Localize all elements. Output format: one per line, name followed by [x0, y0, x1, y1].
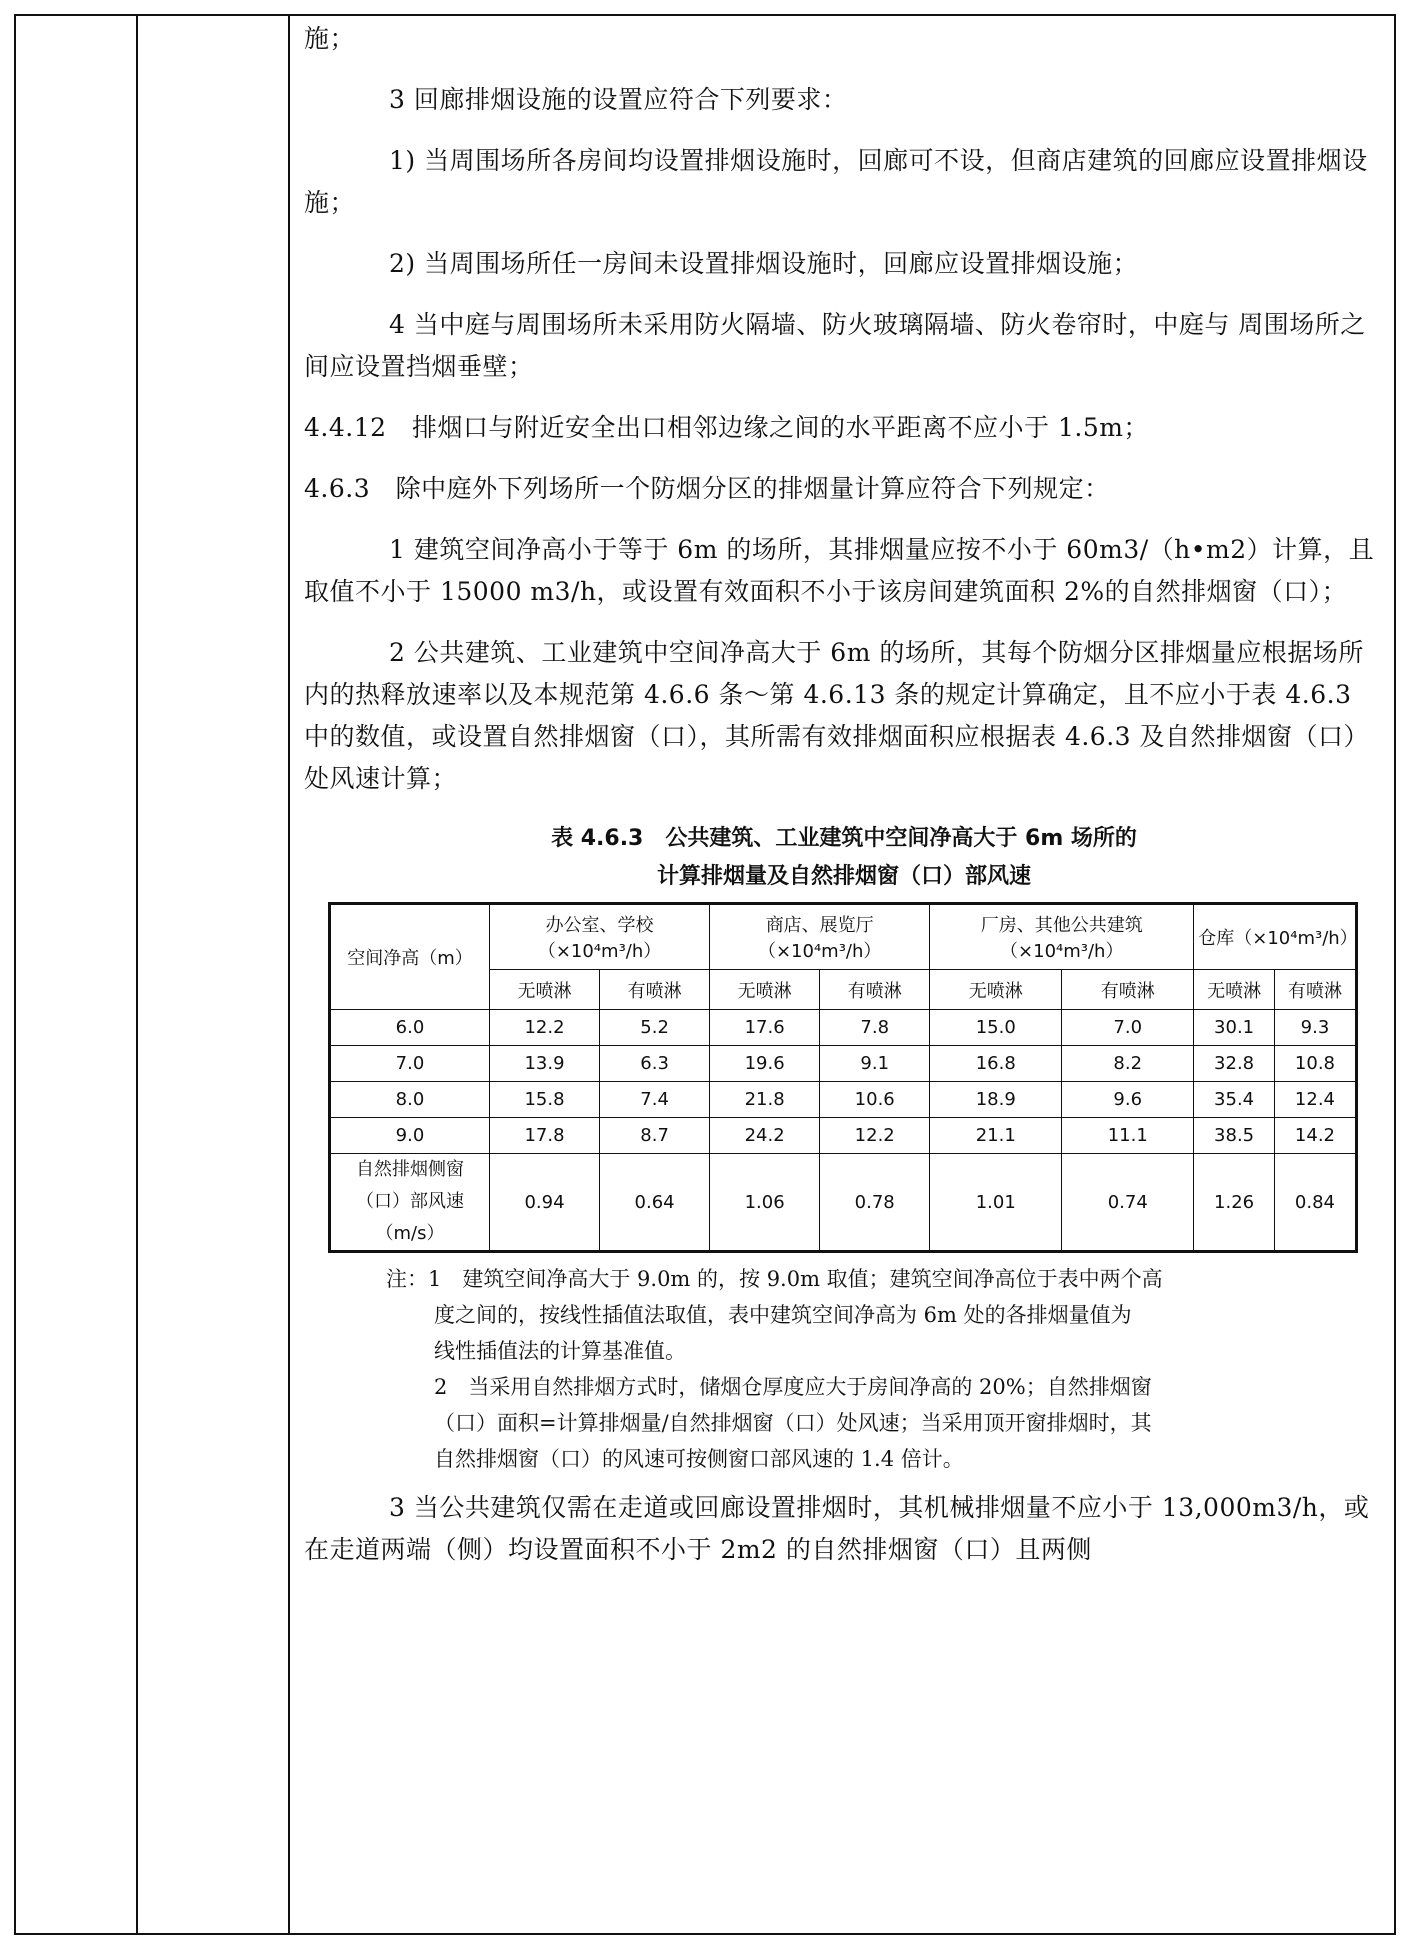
table-cell: 0.94	[490, 1154, 600, 1252]
table-row	[330, 1046, 1357, 1082]
row-label: 6.0	[330, 1010, 490, 1046]
table-cell: 35.4	[1194, 1082, 1275, 1118]
table-cell: 21.1	[930, 1118, 1062, 1154]
table-caption-line1: 表 4.6.3 公共建筑、工业建筑中空间净高大于 6m 场所的	[551, 826, 1137, 851]
note-1-line-3: 线性插值法的计算基准值。	[434, 1339, 686, 1363]
final-paragraph: 3 当公共建筑仅需在走道或回廊设置排烟时，其机械排烟量不应小于 13,000m3/h，或在走道两端（侧）均设置面积不小于 2m2 的自然排烟窗（口）且两侧	[304, 1493, 1370, 1564]
table-cell: 5.2	[600, 1010, 710, 1046]
table-cell: 9.6	[1062, 1082, 1194, 1118]
table-row	[330, 1082, 1357, 1118]
table-cell: 15.8	[490, 1082, 600, 1118]
sub-header: 无喷淋	[930, 970, 1062, 1010]
table-row	[330, 1118, 1357, 1154]
table-cell: 7.4	[600, 1082, 710, 1118]
table-cell: 19.6	[710, 1046, 820, 1082]
document-body	[304, 18, 1384, 1571]
smoke-exhaust-table	[328, 902, 1358, 1253]
sub-header: 无喷淋	[710, 970, 820, 1010]
table-cell: 11.1	[1062, 1118, 1194, 1154]
table-row	[330, 1010, 1357, 1046]
table-cell: 7.0	[1062, 1010, 1194, 1046]
table-row	[330, 1154, 1357, 1252]
table-cell: 17.6	[710, 1010, 820, 1046]
table-cell: 0.74	[1062, 1154, 1194, 1252]
note-1-line-1: 注：1 建筑空间净高大于 9.0m 的，按 9.0m 取值；建筑空间净高位于表中两个高	[386, 1267, 1163, 1291]
table-cell: 0.84	[1274, 1154, 1356, 1252]
table-cell: 0.64	[600, 1154, 710, 1252]
table-notes	[304, 1261, 1384, 1477]
sub-header: 有喷淋	[1062, 970, 1194, 1010]
note-2-line-3: 自然排烟窗（口）的风速可按侧窗口部风速的 1.4 倍计。	[434, 1447, 964, 1471]
table-caption-line2: 计算排烟量及自然排烟窗（口）部风速	[656, 864, 1031, 889]
table-cell: 21.8	[710, 1082, 820, 1118]
paragraph: 4 当中庭与周围场所未采用防火隔墙、防火玻璃隔墙、防火卷帘时，中庭与 周围场所之间应设置挡烟垂壁；	[304, 310, 1366, 381]
table-cell: 12.4	[1274, 1082, 1356, 1118]
table-cell: 0.78	[820, 1154, 930, 1252]
table-cell: 13.9	[490, 1046, 600, 1082]
table-cell: 38.5	[1194, 1118, 1275, 1154]
sub-header: 有喷淋	[600, 970, 710, 1010]
paragraph: 4.6.3 除中庭外下列场所一个防烟分区的排烟量计算应符合下列规定：	[304, 474, 1110, 503]
table-cell: 9.3	[1274, 1010, 1356, 1046]
table-cell: 18.9	[930, 1082, 1062, 1118]
paragraph: 4.4.12 排烟口与附近安全出口相邻边缘之间的水平距离不应小于 1.5m；	[304, 413, 1149, 442]
table-cell: 24.2	[710, 1118, 820, 1154]
sub-header: 无喷淋	[1194, 970, 1275, 1010]
row-header: 空间净高（m）	[330, 904, 490, 1010]
column-divider-2	[288, 14, 290, 1935]
col-group-header: 仓库（×10⁴m³/h）	[1194, 904, 1357, 970]
table-section	[304, 820, 1384, 1253]
note-1-line-2: 度之间的，按线性插值法取值，表中建筑空间净高为 6m 处的各排烟量值为	[434, 1303, 1132, 1327]
col-group-header: 厂房、其他公共建筑（×10⁴m³/h）	[930, 904, 1194, 970]
col-group-header: 办公室、学校（×10⁴m³/h）	[490, 904, 710, 970]
paragraph: 3 回廊排烟设施的设置应符合下列要求：	[389, 85, 848, 114]
row-label: 自然排烟侧窗（口）部风速（m/s）	[330, 1154, 490, 1252]
paragraphs	[304, 18, 1384, 800]
row-label: 7.0	[330, 1046, 490, 1082]
sub-header: 有喷淋	[1274, 970, 1356, 1010]
note-2-line-1: 2 当采用自然排烟方式时，储烟仓厚度应大于房间净高的 20%；自然排烟窗	[434, 1375, 1152, 1399]
col-group-header: 商店、展览厅（×10⁴m³/h）	[710, 904, 930, 970]
paragraph: 1) 当周围场所各房间均设置排烟设施时，回廊可不设，但商店建筑的回廊应设置排烟设施；	[304, 146, 1368, 217]
table-cell: 1.01	[930, 1154, 1062, 1252]
table-cell: 30.1	[1194, 1010, 1275, 1046]
table-cell: 12.2	[490, 1010, 600, 1046]
row-label: 9.0	[330, 1118, 490, 1154]
paragraph: 施；	[304, 24, 356, 53]
paragraph: 1 建筑空间净高小于等于 6m 的场所，其排烟量应按不小于 60m3/（h•m2）计算，且取值不小于 15000 m3/h，或设置有效面积不小于该房间建筑面积 2%的自然排烟窗（口）；	[304, 535, 1375, 606]
table-cell: 6.3	[600, 1046, 710, 1082]
table-cell: 1.06	[710, 1154, 820, 1252]
paragraph: 2) 当周围场所任一房间未设置排烟设施时，回廊应设置排烟设施；	[389, 249, 1139, 278]
table-cell: 32.8	[1194, 1046, 1275, 1082]
table-cell: 8.2	[1062, 1046, 1194, 1082]
table-cell: 8.7	[600, 1118, 710, 1154]
paragraph: 2 公共建筑、工业建筑中空间净高大于 6m 的场所，其每个防烟分区排烟量应根据场所内的热释放速率以及本规范第 4.6.6 条～第 4.6.13 条的规定计算确定，且不应小于表 4.6.3 中的数值，或设置自然排烟窗（口），其所需有效排烟面积应根据表 4.6.3 及自然排烟窗（口）处风速计算；	[304, 638, 1370, 793]
note-2-line-2: （口）面积=计算排烟量/自然排烟窗（口）处风速；当采用顶开窗排烟时，其	[434, 1411, 1152, 1435]
table-cell: 16.8	[930, 1046, 1062, 1082]
table-cell: 1.26	[1194, 1154, 1275, 1252]
table-cell: 17.8	[490, 1118, 600, 1154]
table-cell: 10.6	[820, 1082, 930, 1118]
table-cell: 15.0	[930, 1010, 1062, 1046]
sub-header: 无喷淋	[490, 970, 600, 1010]
column-divider-1	[136, 14, 138, 1935]
table-cell: 14.2	[1274, 1118, 1356, 1154]
table-cell: 9.1	[820, 1046, 930, 1082]
sub-header: 有喷淋	[820, 970, 930, 1010]
table-cell: 10.8	[1274, 1046, 1356, 1082]
table-cell: 7.8	[820, 1010, 930, 1046]
table-cell: 12.2	[820, 1118, 930, 1154]
row-label: 8.0	[330, 1082, 490, 1118]
